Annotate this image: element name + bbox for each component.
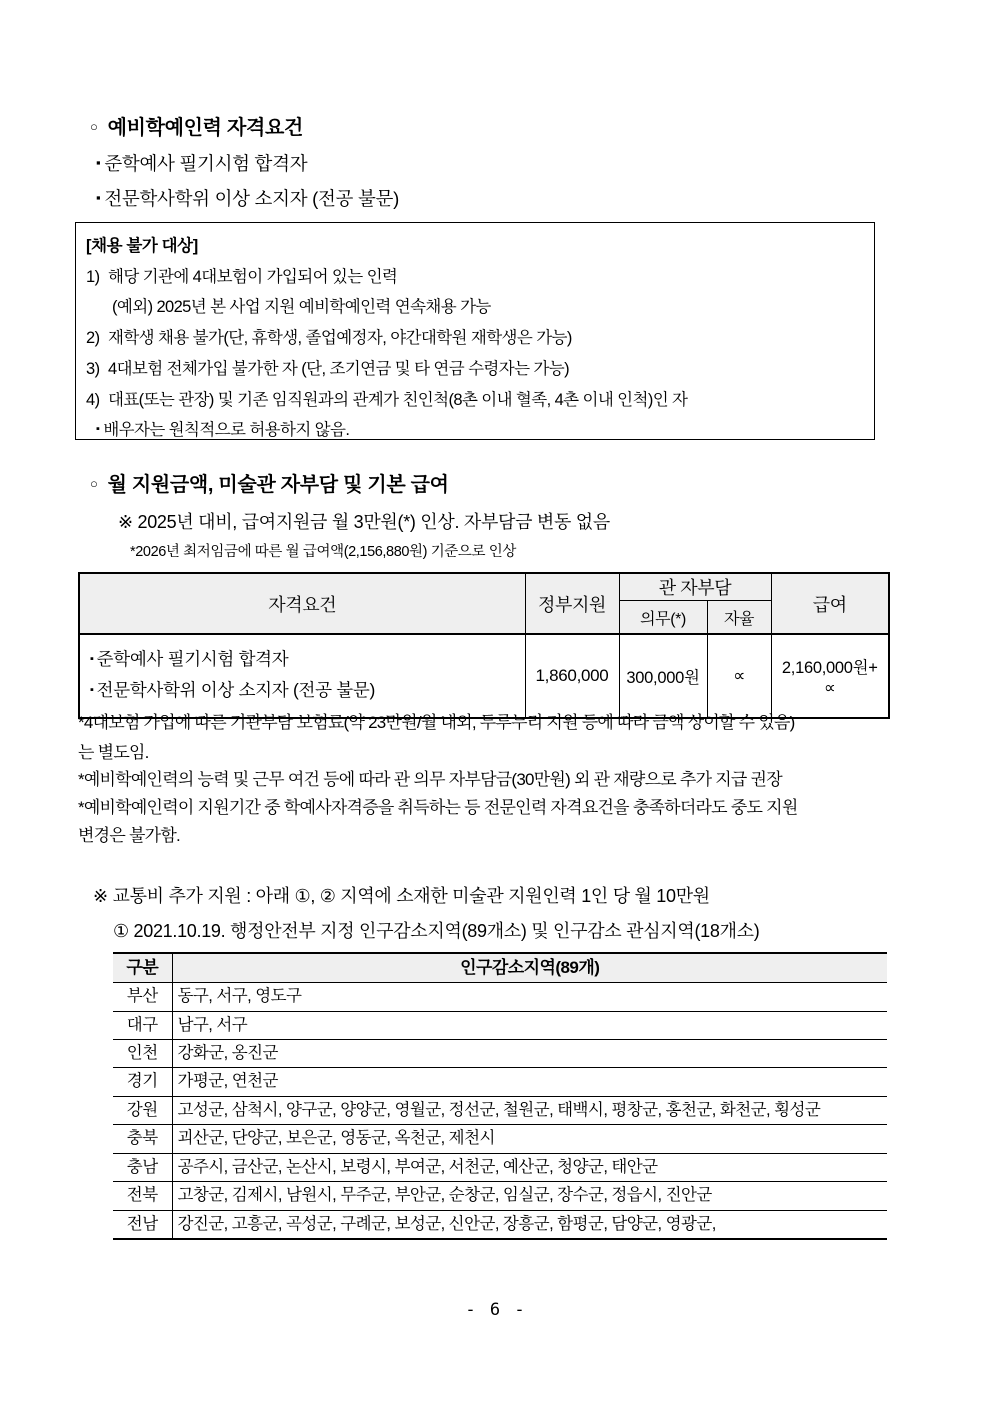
exclusion-item-1-text: 해당 기관에 4대보험이 가입되어 있는 인력 [108, 268, 398, 286]
footnote-2: *예비학예인력의 능력 및 근무 여건 등에 따라 관 의무 자부담금(30만원) 외 관 재량으로 추가 지급 권장 [78, 770, 782, 789]
table-row [113, 1182, 887, 1210]
exclusion-item-2-text: 재학생 채용 불가(단, 휴학생, 졸업예정자, 야간대학원 재학생은 가능) [108, 329, 572, 347]
exclusion-item-spouse-text: 배우자는 원칙적으로 허용하지 않음. [103, 421, 350, 439]
exclusion-item-3-text: 4대보험 전체가입 불가한 자 (단, 조기연금 및 타 연금 수령자는 가능) [108, 360, 570, 378]
region-areas: 가평군, 연천군 [172, 1068, 887, 1096]
cell-voluntary: ∝ [707, 634, 771, 718]
qualification-bullet-1-text: 준학예사 필기시험 합격자 [104, 153, 308, 174]
bullet-dot-icon: ▪ [96, 155, 101, 170]
table-row [113, 1096, 887, 1124]
exclusion-item-exception [86, 293, 491, 317]
header-mandatory: 의무(*) [619, 601, 707, 635]
footnote-1-line-1: *4대보험 가입에 따른 기관부담 보험료(약 23만원/월 내외, 두루누리 지원 등에 따라 금액 상이할 수 있음) [78, 713, 795, 732]
region-name: 대구 [113, 1011, 172, 1039]
table-row [113, 1011, 887, 1039]
population-decline-region-table [113, 952, 887, 1240]
section-heading-support-amount [90, 468, 449, 497]
table-row [113, 983, 887, 1011]
region-name: 충남 [113, 1153, 172, 1181]
cell-mandatory: 300,000원 [619, 634, 707, 718]
region-areas: 고창군, 김제시, 남원시, 무주군, 부안군, 순창군, 임실군, 장수군, 정읍시, 진안군 [172, 1182, 887, 1210]
cell-qualification [79, 634, 525, 718]
exclusion-item-spouse [86, 416, 349, 440]
region-areas: 남구, 서구 [172, 1011, 887, 1039]
table-row [113, 1039, 887, 1067]
cell-qualification-line-2 [90, 675, 525, 706]
table-row [113, 1153, 887, 1181]
region-areas: 강진군, 고흥군, 곡성군, 구례군, 보성군, 신안군, 장흥군, 함평군, 담양군, 영광군, [172, 1210, 887, 1239]
section-heading-qualification [90, 111, 303, 140]
table-row [113, 1210, 887, 1239]
cell-qualification-text-1: 준학예사 필기시험 합격자 [96, 649, 289, 670]
exclusion-box-title: [채용 불가 대상] [86, 237, 198, 255]
hiring-exclusion-box [75, 222, 875, 440]
table-row [113, 1068, 887, 1096]
exclusion-item-exception-text: (예외) 2025년 본 사업 지원 예비학예인력 연속채용 가능 [112, 298, 491, 316]
region-table-header-areas: 인구감소지역(89개) [172, 953, 887, 983]
salary-table-head [79, 573, 889, 634]
table-row [113, 1125, 887, 1153]
cell-salary-line-1: 2,160,000원+ [781, 659, 878, 677]
exclusion-item-1 [86, 263, 397, 287]
region-areas: 강화군, 옹진군 [172, 1039, 887, 1067]
footnote-3-line-2: 변경은 불가함. [78, 826, 180, 845]
section-heading-text: 예비학예인력 자격요건 [107, 117, 304, 139]
region-name: 강원 [113, 1096, 172, 1124]
exclusion-item-4 [86, 386, 687, 410]
region-table-header-division: 구분 [113, 953, 172, 983]
header-salary: 급여 [771, 573, 889, 634]
qualification-bullet-2 [96, 185, 399, 211]
header-museum-share-group: 관 자부담 [619, 573, 771, 601]
cell-qualification-line-1 [90, 644, 525, 675]
region-areas: 고성군, 삼척시, 양구군, 양양군, 영월군, 정선군, 철원군, 태백시, 평창군, 홍천군, 화천군, 횡성군 [172, 1096, 887, 1124]
salary-table-header-row-1 [79, 573, 889, 601]
footnote-3-line-1: *예비학예인력이 지원기간 중 학예사자격증을 취득하는 등 전문인력 자격요건을 충족하더라도 중도 지원 [78, 798, 798, 817]
page-number: - 6 - [465, 1300, 527, 1320]
support-note-secondary: *2026년 최저임금에 따른 월 급여액(2,156,880원) 기준으로 인상 [130, 544, 516, 560]
region-areas: 괴산군, 단양군, 보은군, 영동군, 옥천군, 제천시 [172, 1125, 887, 1153]
region-name: 전남 [113, 1210, 172, 1239]
salary-table-body [79, 634, 889, 718]
bullet-dot-icon: ▪ [90, 653, 94, 666]
cell-gov-support: 1,860,000 [525, 634, 619, 718]
header-voluntary: 자율 [707, 601, 771, 635]
region-name: 전북 [113, 1182, 172, 1210]
exclusion-item-4-index: 4) [86, 391, 100, 409]
footnote-1-line-2: 는 별도임. [78, 743, 149, 762]
bullet-circle-icon: ○ [90, 119, 98, 134]
cell-salary [771, 634, 889, 718]
salary-table-row [79, 634, 889, 718]
cell-qualification-text-2: 전문학사학위 이상 소지자 (전공 불문) [96, 680, 375, 700]
region-name: 경기 [113, 1068, 172, 1096]
exclusion-item-3-index: 3) [86, 360, 100, 378]
region-name: 인천 [113, 1039, 172, 1067]
exclusion-item-4-text: 대표(또는 관장) 및 기존 임직원과의 관계가 친인척(8촌 이내 혈족, 4촌 이내 인척)인 자 [108, 391, 688, 409]
bullet-dot-icon: ▪ [96, 190, 101, 205]
exclusion-item-3 [86, 355, 569, 379]
bullet-circle-icon: ○ [90, 476, 98, 491]
support-note-primary: ※ 2025년 대비, 급여지원금 월 3만원(*) 인상. 자부담금 변동 없음 [118, 512, 610, 532]
header-qualification: 자격요건 [79, 573, 525, 634]
transport-support-line-1: ※ 교통비 추가 지원 : 아래 ①, ② 지역에 소재한 미술관 지원인력 1인 당 월 10만원 [93, 886, 710, 906]
region-table-body [113, 953, 887, 1239]
region-name: 충북 [113, 1125, 172, 1153]
region-areas: 동구, 서구, 영도구 [172, 983, 887, 1011]
header-gov-support: 정부지원 [525, 573, 619, 634]
region-areas: 공주시, 금산군, 논산시, 보령시, 부여군, 서천군, 예산군, 청양군, 태안군 [172, 1153, 887, 1181]
region-name: 부산 [113, 983, 172, 1011]
section-heading-support-text: 월 지원금액, 미술관 자부담 및 기본 급여 [107, 474, 449, 496]
cell-salary-line-2: ∝ [824, 679, 836, 697]
transport-support-line-2: ① 2021.10.19. 행정안전부 지정 인구감소지역(89개소) 및 인구감소 관심지역(18개소) [113, 921, 760, 941]
exclusion-item-2-index: 2) [86, 329, 100, 347]
qualification-bullet-1 [96, 150, 307, 176]
bullet-dot-icon: ▪ [96, 423, 100, 435]
exclusion-item-2 [86, 324, 572, 348]
exclusion-item-1-index: 1) [86, 268, 100, 286]
salary-table [78, 572, 890, 719]
region-table-header-row [113, 953, 887, 983]
qualification-bullet-2-text: 전문학사학위 이상 소지자 (전공 불문) [104, 188, 399, 209]
bullet-dot-icon: ▪ [90, 684, 94, 696]
